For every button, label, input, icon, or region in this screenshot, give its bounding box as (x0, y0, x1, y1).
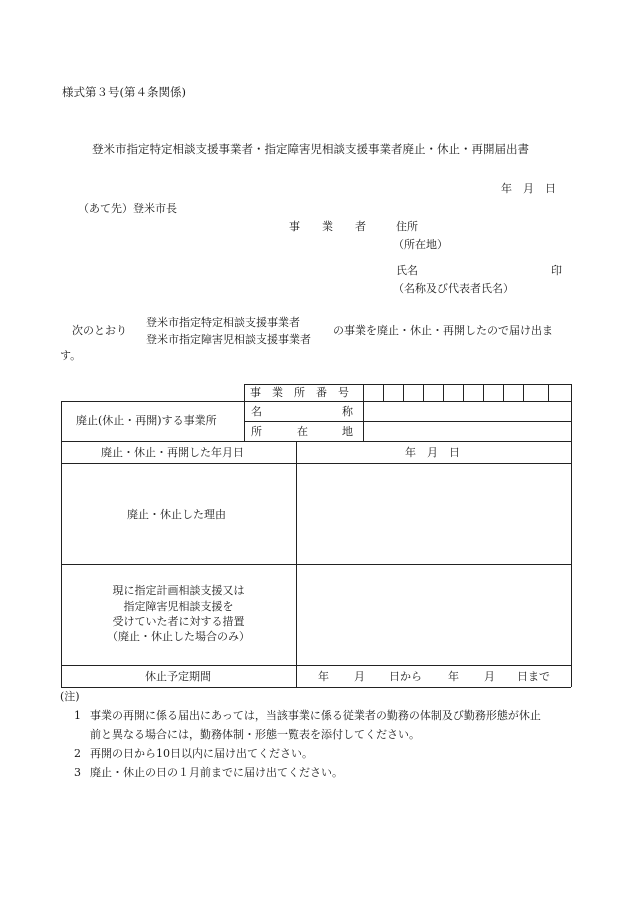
name-sub-label: （名称及び代表者氏名） (393, 282, 514, 295)
measures-label-1: 現に指定計画相談支援又は (112, 584, 245, 597)
period-label: 休止予定期間 (145, 670, 211, 683)
body-option-2: 登米市指定障害児相談支援事業者 (146, 333, 311, 346)
date-line: 年 月 日 (501, 182, 556, 195)
office-name-label-1: 名 (251, 405, 262, 418)
note-3-text: 廃止・休止の日の１月前までに届け出てください。 (90, 766, 343, 779)
office-location-label-2: 在 (297, 425, 308, 438)
note-1-line-1: 事業の再開に係る届出にあっては，当該事業に係る従業者の勤務の体制及び勤務形態が休止 (90, 709, 541, 722)
office-label: 廃止(休止・再開)する事業所 (76, 414, 217, 427)
date-row-value: 年 月 日 (405, 446, 460, 459)
office-number-label: 事 業 所 番 号 (250, 386, 349, 399)
note-1-number: 1 (74, 709, 81, 722)
period-year-1: 年 (318, 670, 329, 683)
period-month-1: 月 (354, 670, 365, 683)
measures-label-4: （廃止・休止した場合のみ） (107, 630, 250, 643)
period-to: 日まで (517, 670, 550, 683)
notes-heading: (注) (60, 690, 80, 703)
reason-label: 廃止・休止した理由 (127, 508, 226, 521)
period-month-2: 月 (484, 670, 495, 683)
measures-label-2: 指定障害児相談支援を (123, 600, 234, 613)
measures-label-3: 受けていた者に対する措置 (112, 615, 245, 628)
note-3-number: 3 (74, 766, 81, 779)
note-1-line-2: 前と異なる場合には，勤務体制・形態一覧表を添付してください。 (90, 728, 420, 741)
address-label: 住所 (396, 220, 418, 233)
office-location-label-3: 地 (342, 425, 353, 438)
office-name-label-2: 称 (342, 405, 353, 418)
body-suffix: の事業を廃止・休止・再開したので届け出ま (333, 324, 553, 337)
date-row-label: 廃止・休止・再開した年月日 (101, 446, 244, 459)
body-option-1: 登米市指定特定相談支援事業者 (146, 316, 300, 329)
body-prefix: 次のとおり (72, 324, 127, 337)
office-location-label-1: 所 (251, 425, 262, 438)
body-suffix-end: す。 (60, 349, 82, 362)
operator-label: 事 業 者 (289, 220, 366, 233)
note-2-number: 2 (74, 747, 81, 760)
form-number: 様式第３号(第４条関係) (62, 85, 186, 99)
page-title: 登米市指定特定相談支援事業者・指定障害児相談支援事業者廃止・休止・再開届出書 (92, 142, 529, 156)
seal-mark: 印 (551, 264, 562, 277)
address-sub-label: （所在地） (393, 238, 448, 251)
period-year-2: 年 (448, 670, 459, 683)
note-2-text: 再開の日から10日以内に届け出てください。 (90, 747, 313, 760)
addressee: （あて先）登米市長 (78, 202, 177, 215)
name-label: 氏名 (396, 264, 418, 277)
period-from: 日から (389, 670, 422, 683)
